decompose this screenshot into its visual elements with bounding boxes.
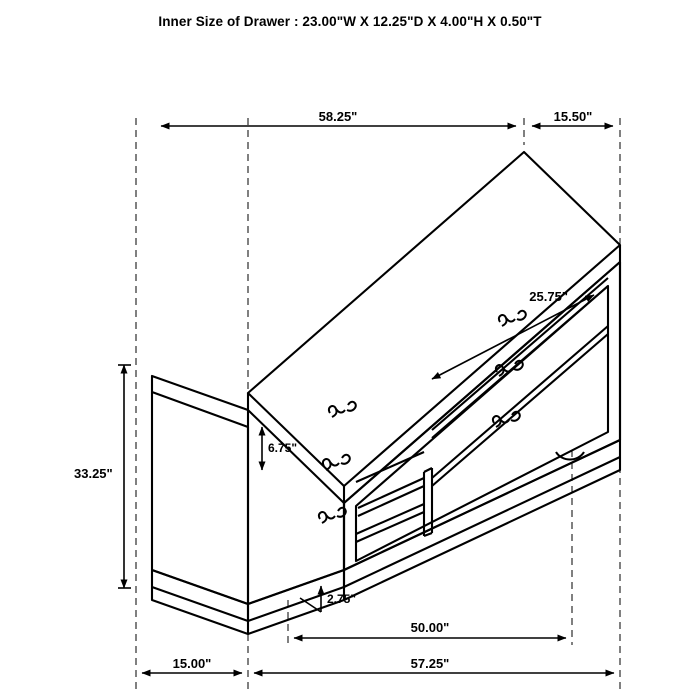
dimension-label-top-depth: 15.50" [553,109,593,124]
dimension-label-drawer-diagonal: 25.75" [529,289,568,304]
dimension-top-depth [532,109,613,126]
dimension-top-width [161,109,516,126]
dimension-label-total-height: 33.25" [74,466,113,481]
dresser-body [152,152,620,634]
dimension-base-width [294,620,566,638]
dimension-label-drawer-height: 6.75" [268,441,298,455]
dimension-side-depth [142,656,242,673]
extension-lines [136,118,620,690]
dimension-label-side-depth: 15.00" [172,656,212,671]
dimension-front-width [254,656,614,673]
dimension-label-top-width: 58.25" [318,109,358,124]
dimension-label-front-width: 57.25" [410,656,450,671]
dimension-drawer-diagonal [432,289,594,379]
page-title: Inner Size of Drawer : 23.00"W X 12.25"D X 4.00"H X 0.50"T [158,14,542,29]
dimension-total-height [74,365,131,588]
dimension-label-base-height: 2.75" [327,592,357,606]
dimension-label-base-width: 50.00" [410,620,450,635]
dimension-drawer-height [262,427,297,470]
